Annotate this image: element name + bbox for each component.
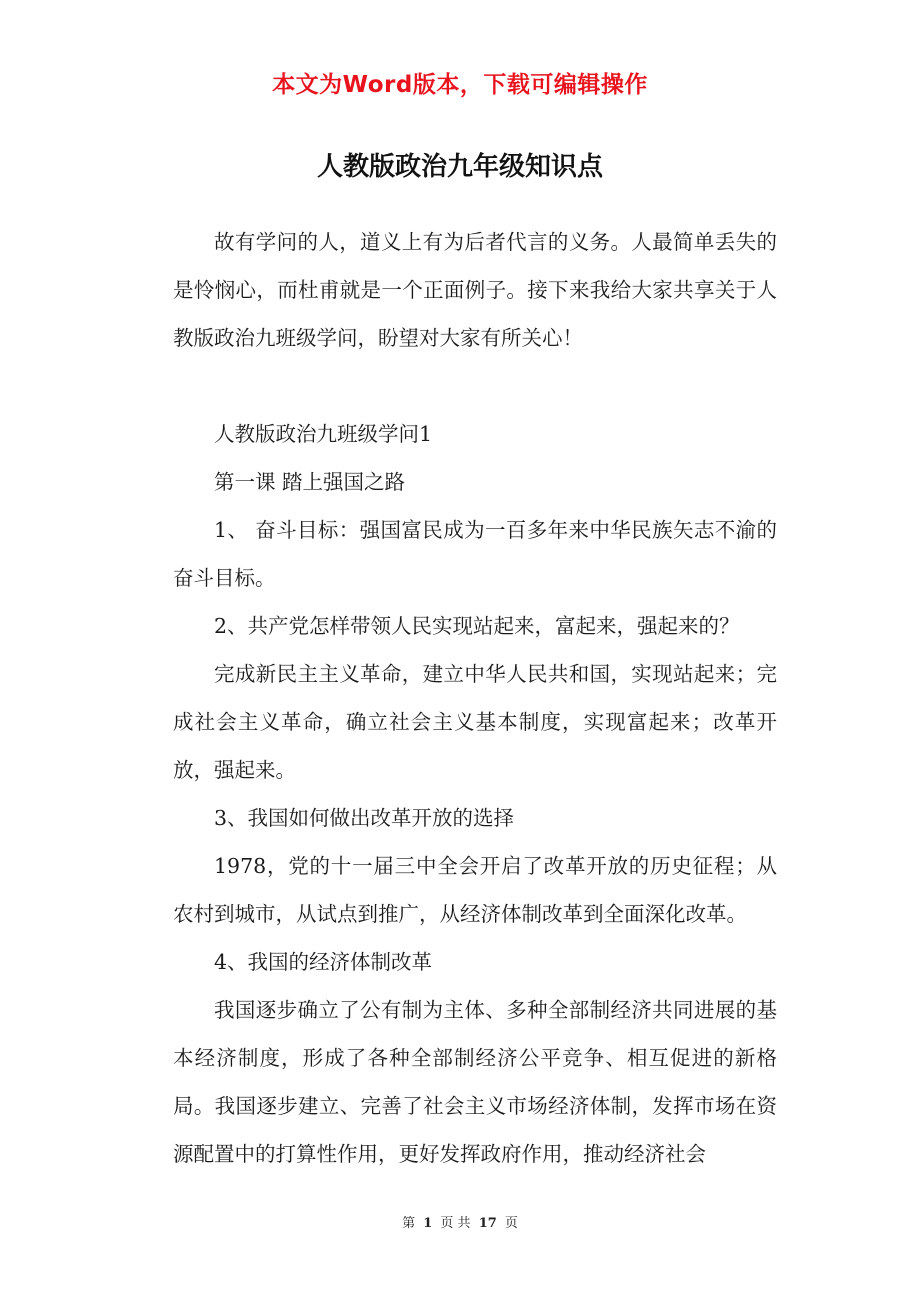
point-3-answer: 1978，党的十一届三中全会开启了改革开放的历史征程；从农村到城市，从试点到推广，从经济体制改革到全面深化改革。 [173,854,777,926]
download-banner: 本文为Word版本，下载可编辑操作 [272,72,648,98]
point-4-heading: 4、我国的经济体制改革 [214,950,433,974]
intro-paragraph: 故有学问的人，道义上有为后者代言的义务。人最简单丢失的是怜悯心，而杜甫就是一个正面例子。接下来我给大家共享关于人教版政治九班级学问，盼望对大家有所关心！ [173,230,777,350]
point-4-body: 我国逐步确立了公有制为主体、多种全部制经济共同进展的基本经济制度，形成了各种全部制经济公平竞争、相互促进的新格局。我国逐步建立、完善了社会主义市场经济体制，发挥市场在资源配置中的打算性作用，更好发挥政府作用，推动经济社会 [173,998,777,1166]
page-footer [0,1212,920,1231]
point-2-question: 2、共产党怎样带领人民实现站起来，富起来，强起来的？ [214,614,740,638]
footer-prefix: 第 [402,1216,416,1231]
point-1: 1、 奋斗目标：强国富民成为一百多年来中华民族矢志不渝的奋斗目标。 [173,518,777,590]
document-body [173,218,777,1178]
total-page-count: 17 [478,1216,497,1231]
document-title: 人教版政治九年级知识点 [316,152,603,182]
point-2-answer: 完成新民主主义革命，建立中华人民共和国，实现站起来；完成社会主义革命，确立社会主义基本制度，实现富起来；改革开放，强起来。 [173,662,777,782]
footer-mid: 页 共 [440,1216,471,1231]
current-page-number: 1 [423,1216,433,1231]
lesson-heading: 第一课 踏上强国之路 [214,470,406,494]
section-heading: 人教版政治九班级学问1 [214,422,433,446]
footer-suffix: 页 [504,1216,518,1231]
point-3-question: 3、我国如何做出改革开放的选择 [214,806,515,830]
